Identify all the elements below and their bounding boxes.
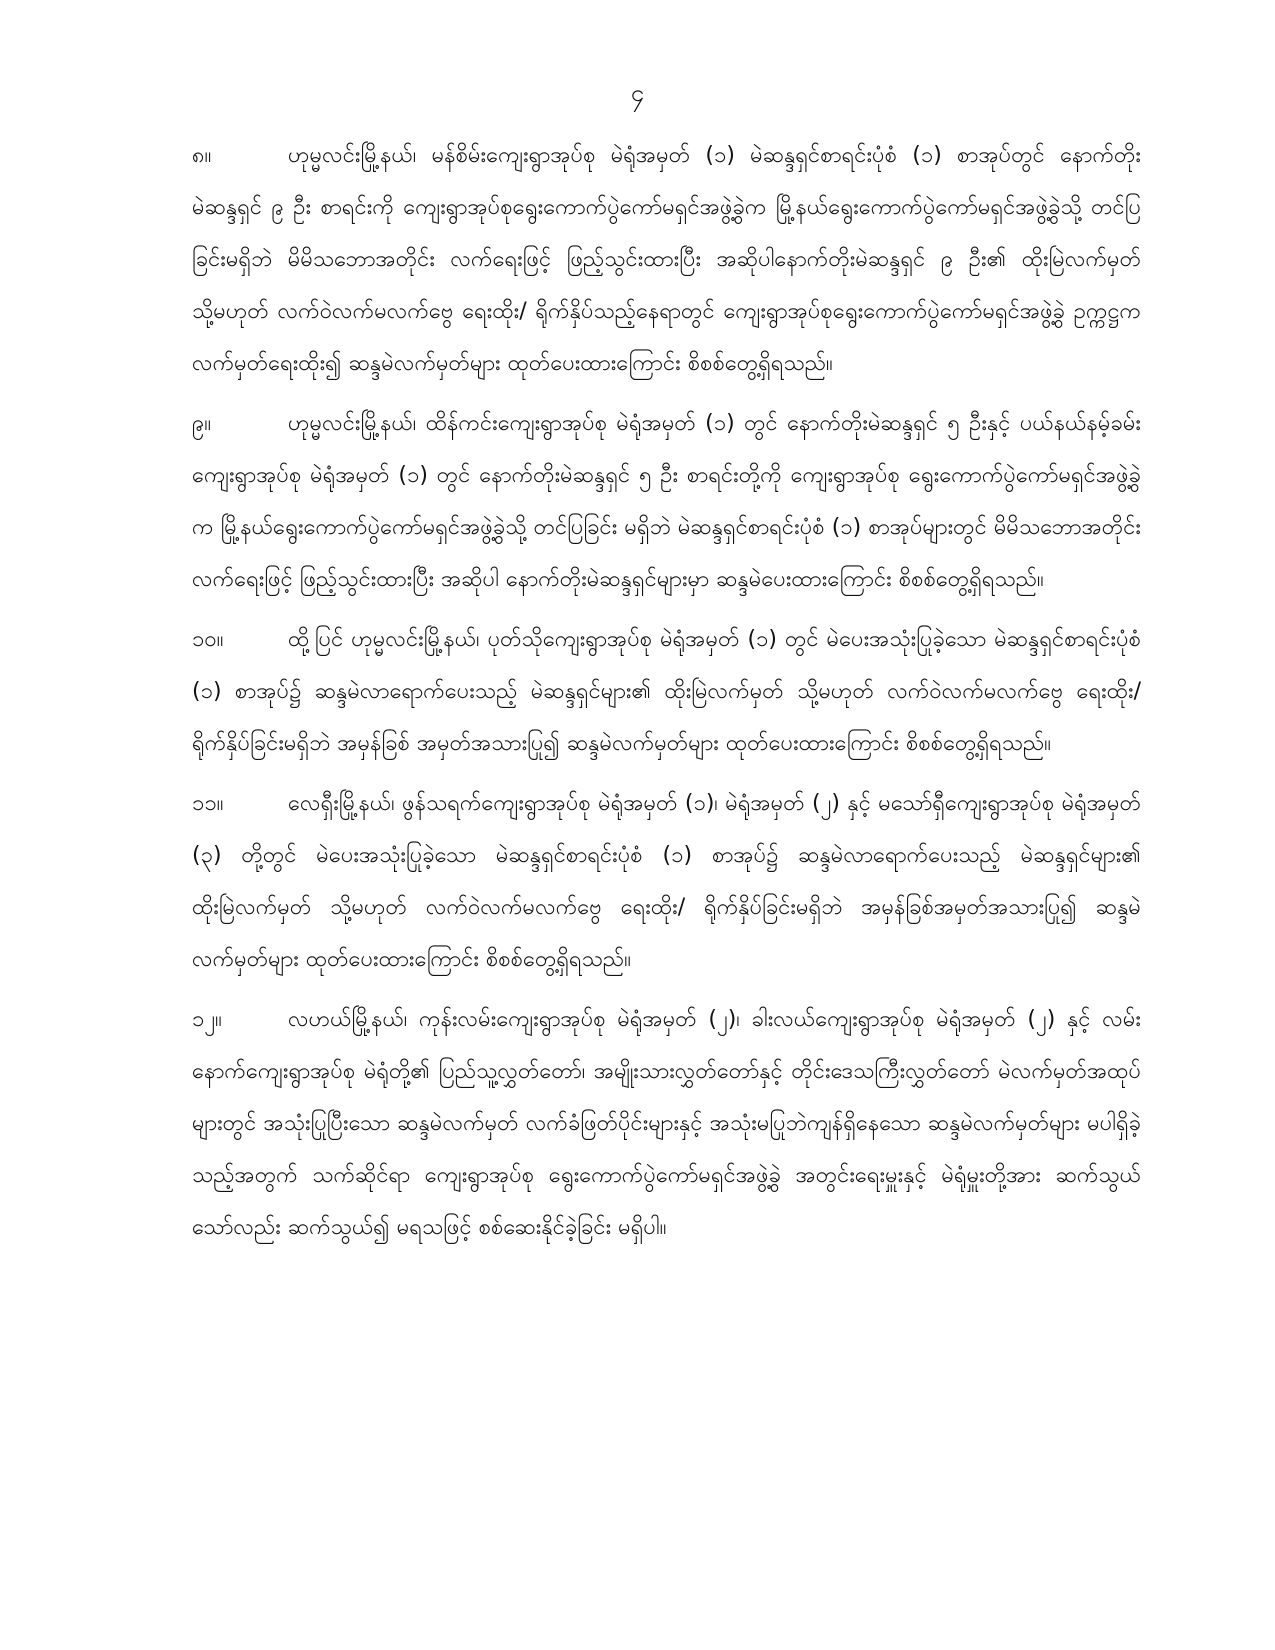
paragraph <box>192 778 1141 986</box>
paragraph <box>192 398 1141 606</box>
page-number: ၄ <box>630 79 645 107</box>
paragraph <box>192 994 1141 1254</box>
paragraph <box>192 130 1141 390</box>
paragraph-number: ၉။ <box>192 411 212 436</box>
paragraph <box>192 614 1141 770</box>
paragraph-number: ၁၁။ <box>192 791 224 816</box>
paragraph-text: ဟုမ္မလင်းမြို့နယ်၊ မန်စိမ်းကျေးရွာအုပ်စု မဲရုံအမှတ် (၁) မဲဆန္ဒရှင်စာရင်းပုံစံ (၁) စာအုပ်တွင် နောက်တိုးမဲဆန္ဒရှင် ၉ ဦး စာရင်းကို ကျေးရွာအုပ်စုရွေးကောက်ပွဲကော်မရှင်အဖွဲ့ခွဲက မြို့နယ်ရွေးကောက်ပွဲကော်မရှင်အဖွဲ့ခွဲသို့ တင်ပြခြင်းမရှိဘဲ မိမိသဘောအတိုင်း လက်ရေးဖြင့် ဖြည့်သွင်းထားပြီး အဆိုပါနောက်တိုးမဲဆန္ဒရှင် ၉ ဦး၏ ထိုးမြဲလက်မှတ် သို့မဟုတ် လက်ဝဲလက်မလက်ဗွေ ရေးထိုး/ ရိုက်နှိပ်သည့်နေရာတွင် ကျေးရွာအုပ်စုရွေးကောက်ပွဲကော်မရှင်အဖွဲ့ခွဲ ဥက္ကဋ္ဌက လက်မှတ်ရေးထိုး၍ ဆန္ဒမဲလက်မှတ်များ ထုတ်ပေးထားကြောင်း စိစစ်တွေ့ရှိရသည်။ <box>192 143 1141 376</box>
paragraph-text: လေရှီးမြို့နယ်၊ ဖွန်သရက်ကျေးရွာအုပ်စု မဲရုံအမှတ် (၁)၊ မဲရုံအမှတ် (၂) နှင့် မသော်ရှီကျေးရွာအုပ်စု မဲရုံအမှတ် (၃) တို့တွင် မဲပေးအသုံးပြုခဲ့သော မဲဆန္ဒရှင်စာရင်းပုံစံ (၁) စာအုပ်၌ ဆန္ဒမဲလာရောက်ပေးသည့် မဲဆန္ဒရှင်များ၏ ထိုးမြဲလက်မှတ် သို့မဟုတ် လက်ဝဲလက်မလက်ဗွေ ရေးထိုး/ ရိုက်နှိပ်ခြင်းမရှိဘဲ အမှန်ခြစ်အမှတ်အသားပြု၍ ဆန္ဒမဲလက်မှတ်များ ထုတ်ပေးထားကြောင်း စိစစ်တွေ့ရှိရသည်။ <box>192 791 1141 972</box>
paragraph-number: ၁၂။ <box>192 1007 222 1032</box>
paragraph-text: လဟယ်မြို့နယ်၊ ကုန်းလမ်းကျေးရွာအုပ်စု မဲရုံအမှတ် (၂)၊ ခါးလယ်ကျေးရွာအုပ်စု မဲရုံအမှတ် (၂) နှင့် လမ်းနောက်ကျေးရွာအုပ်စု မဲရုံတို့၏ ပြည်သူ့လွှတ်တော်၊ အမျိုးသားလွှတ်တော်နှင့် တိုင်းဒေသကြီးလွှတ်တော် မဲလက်မှတ်အထုပ်များတွင် အသုံးပြုပြီးသော ဆန္ဒမဲလက်မှတ် လက်ခံဖြတ်ပိုင်းများနှင့် အသုံးမပြုဘဲကျန်ရှိနေသော ဆန္ဒမဲလက်မှတ်များ မပါရှိခဲ့သည့်အတွက် သက်ဆိုင်ရာ ကျေးရွာအုပ်စု ရွေးကောက်ပွဲကော်မရှင်အဖွဲ့ခွဲ အတွင်းရေးမှူးနှင့် မဲရုံမှူးတို့အား ဆက်သွယ် သော်လည်း ဆက်သွယ်၍ မရသဖြင့် စစ်ဆေးနိုင်ခဲ့ခြင်း မရှိပါ။ <box>192 1007 1141 1240</box>
paragraph-number: ၈။ <box>192 143 212 168</box>
paragraph-text: ဟုမ္မလင်းမြို့နယ်၊ ထိန်ကင်းကျေးရွာအုပ်စု မဲရုံအမှတ် (၁) တွင် နောက်တိုးမဲဆန္ဒရှင် ၅ ဦးနှင့် ပယ်နယ်နမ့်ခမ်းကျေးရွာအုပ်စု မဲရုံအမှတ် (၁) တွင် နောက်တိုးမဲဆန္ဒရှင် ၅ ဦး စာရင်းတို့ကို ကျေးရွာအုပ်စု ရွေးကောက်ပွဲကော်မရှင်အဖွဲ့ခွဲက မြို့နယ်ရွေးကောက်ပွဲကော်မရှင်အဖွဲ့ခွဲသို့ တင်ပြခြင်း မရှိဘဲ မဲဆန္ဒရှင်စာရင်းပုံစံ (၁) စာအုပ်များတွင် မိမိသဘောအတိုင်း လက်ရေးဖြင့် ဖြည့်သွင်းထားပြီး အဆိုပါ နောက်တိုးမဲဆန္ဒရှင်များမှာ ဆန္ဒမဲပေးထားကြောင်း စိစစ်တွေ့ရှိရသည်။ <box>192 411 1141 592</box>
document-body <box>192 130 1141 1262</box>
paragraph-number: ၁၀။ <box>192 627 224 652</box>
paragraph-text: ထို့ပြင် ဟုမ္မလင်းမြို့နယ်၊ ပုတ်သိုကျေးရွာအုပ်စု မဲရုံအမှတ် (၁) တွင် မဲပေးအသုံးပြုခဲ့သော မဲဆန္ဒရှင်စာရင်းပုံစံ (၁) စာအုပ်၌ ဆန္ဒမဲလာရောက်ပေးသည့် မဲဆန္ဒရှင်များ၏ ထိုးမြဲလက်မှတ် သို့မဟုတ် လက်ဝဲလက်မလက်ဗွေ ရေးထိုး/ ရိုက်နှိပ်ခြင်းမရှိဘဲ အမှန်ခြစ် အမှတ်အသားပြု၍ ဆန္ဒမဲလက်မှတ်များ ထုတ်ပေးထားကြောင်း စိစစ်တွေ့ရှိရသည်။ <box>192 627 1141 756</box>
